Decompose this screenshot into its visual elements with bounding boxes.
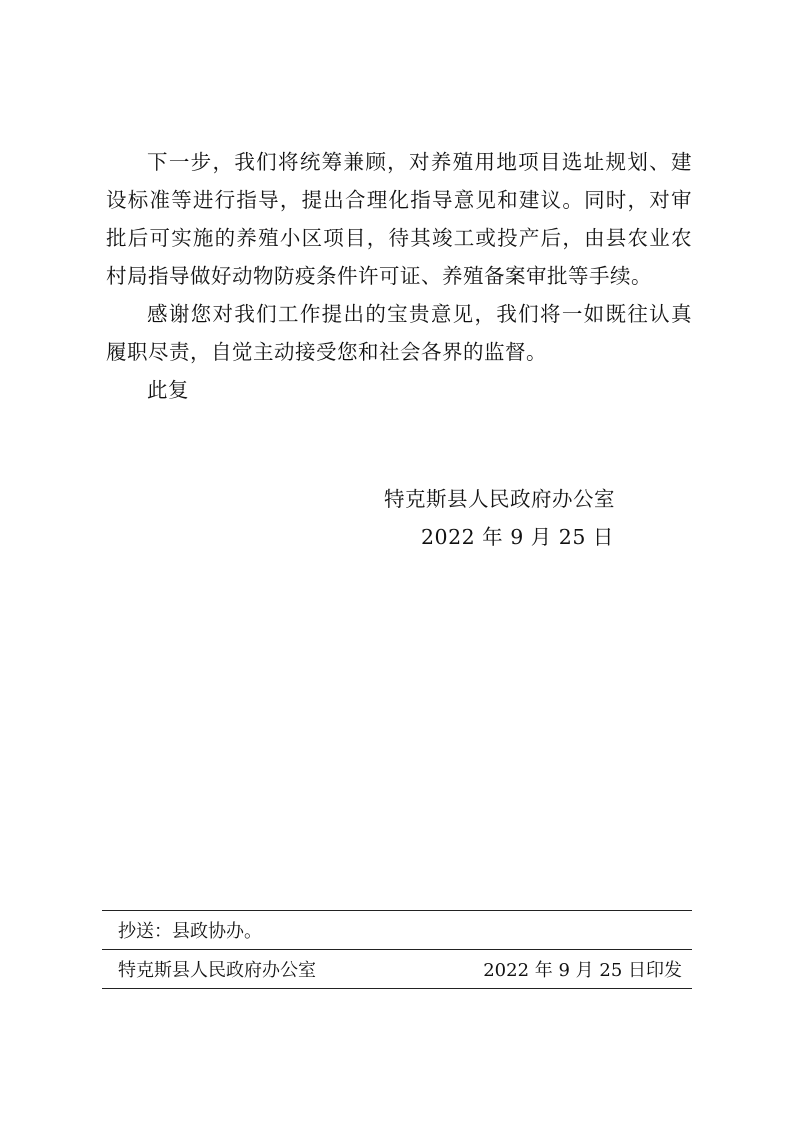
signature-date: 2022 年 9 月 25 日 bbox=[421, 525, 614, 549]
paragraph-next-steps: 下一步，我们将统筹兼顾，对养殖用地项目选址规划、建设标准等进行指导，提出合理化指导意见和建议。同时，对审批后可实施的养殖小区项目，待其竣工或投产后，由县农业农村局指导做好动物防疫条件许可证、养殖备案审批等手续。 bbox=[106, 150, 692, 288]
reply-body bbox=[106, 143, 692, 409]
footer-bottom-rule bbox=[102, 988, 692, 989]
signature-block bbox=[384, 480, 644, 556]
issue-row bbox=[102, 950, 692, 988]
cc-recipients: 抄送：县政协办。 bbox=[118, 921, 262, 942]
issuer-name: 特克斯县人民政府办公室 bbox=[118, 960, 316, 981]
paragraph-thanks: 感谢您对我们工作提出的宝贵意见，我们将一如既往认真履职尽责，自觉主动接受您和社会各界的监督。 bbox=[106, 302, 692, 364]
paragraph-closing: 此复 bbox=[147, 378, 189, 402]
cc-row bbox=[102, 911, 692, 949]
document-footer bbox=[102, 910, 692, 989]
issue-date: 2022 年 9 月 25 日印发 bbox=[483, 960, 682, 981]
signature-organization: 特克斯县人民政府办公室 bbox=[384, 487, 615, 511]
